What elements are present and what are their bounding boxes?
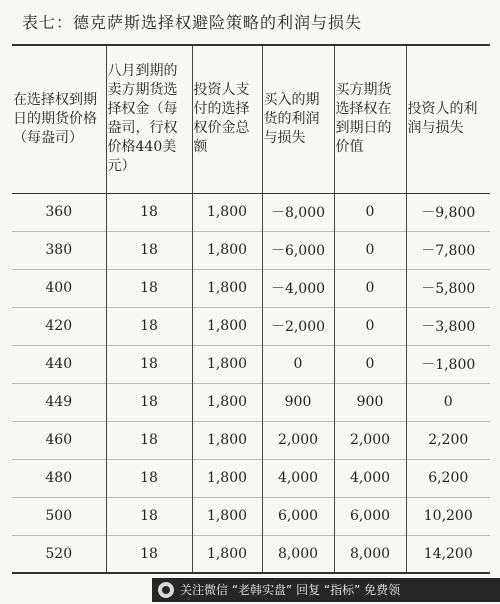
cell-futures-price: 460 (12, 421, 106, 459)
table-row (12, 231, 490, 269)
cell-put-option-premium: 18 (106, 383, 192, 421)
cell-total-premium-paid: 1,800 (192, 459, 262, 497)
cell-option-value-at-expiry: 8,000 (334, 535, 406, 573)
cell-futures-price: 400 (12, 269, 106, 307)
cell-total-premium-paid: 1,800 (192, 345, 262, 383)
table-row (12, 383, 490, 421)
cell-futures-profit-loss: 900 (262, 383, 334, 421)
cell-investor-profit-loss: 2,200 (406, 421, 490, 459)
cell-futures-profit-loss: －2,000 (262, 307, 334, 345)
cell-put-option-premium: 18 (106, 459, 192, 497)
cell-put-option-premium: 18 (106, 345, 192, 383)
wechat-icon (158, 582, 174, 598)
table-row (12, 345, 490, 383)
cell-put-option-premium: 18 (106, 231, 192, 269)
cell-put-option-premium: 18 (106, 421, 192, 459)
cell-option-value-at-expiry: 2,000 (334, 421, 406, 459)
cell-total-premium-paid: 1,800 (192, 421, 262, 459)
cell-futures-profit-loss: 0 (262, 345, 334, 383)
cell-futures-price: 440 (12, 345, 106, 383)
cell-futures-price: 380 (12, 231, 106, 269)
profit-loss-table (12, 44, 490, 574)
cell-option-value-at-expiry: 0 (334, 307, 406, 345)
cell-futures-price: 480 (12, 459, 106, 497)
cell-investor-profit-loss: －5,800 (406, 269, 490, 307)
table-row (12, 307, 490, 345)
cell-futures-profit-loss: 4,000 (262, 459, 334, 497)
table-header (12, 45, 490, 193)
cell-investor-profit-loss: 14,200 (406, 535, 490, 573)
cell-investor-profit-loss: －3,800 (406, 307, 490, 345)
cell-total-premium-paid: 1,800 (192, 269, 262, 307)
cell-option-value-at-expiry: 4,000 (334, 459, 406, 497)
cell-investor-profit-loss: －7,800 (406, 231, 490, 269)
cell-investor-profit-loss: 6,200 (406, 459, 490, 497)
cell-total-premium-paid: 1,800 (192, 383, 262, 421)
cell-futures-profit-loss: 8,000 (262, 535, 334, 573)
cell-total-premium-paid: 1,800 (192, 535, 262, 573)
table-row (12, 535, 490, 573)
cell-put-option-premium: 18 (106, 269, 192, 307)
cell-option-value-at-expiry: 6,000 (334, 497, 406, 535)
cell-option-value-at-expiry: 0 (334, 193, 406, 231)
cell-put-option-premium: 18 (106, 307, 192, 345)
cell-investor-profit-loss: －9,800 (406, 193, 490, 231)
watermark-text: 关注微信 “老韩实盘” 回复 “指标” 免费领 (180, 583, 401, 597)
cell-investor-profit-loss: 0 (406, 383, 490, 421)
cell-investor-profit-loss: －1,800 (406, 345, 490, 383)
table-body (12, 193, 490, 573)
header-futures-profit-loss: 买入的期货的利润与损失 (262, 45, 334, 193)
cell-option-value-at-expiry: 0 (334, 269, 406, 307)
header-total-premium-paid: 投资人支付的选择权价金总额 (192, 45, 262, 193)
header-put-option-premium: 八月到期的卖方期货选择权金（每盎司，行权价格440美元） (106, 45, 192, 193)
cell-futures-profit-loss: －6,000 (262, 231, 334, 269)
cell-option-value-at-expiry: 0 (334, 345, 406, 383)
cell-put-option-premium: 18 (106, 193, 192, 231)
header-futures-price: 在选择权到期日的期货价格（每盎司） (12, 45, 106, 193)
table-title: 表七：德克萨斯选择权避险策略的利润与损失 (22, 13, 363, 32)
table-row (12, 497, 490, 535)
cell-total-premium-paid: 1,800 (192, 231, 262, 269)
watermark-banner (152, 578, 500, 602)
cell-total-premium-paid: 1,800 (192, 193, 262, 231)
table-row (12, 459, 490, 497)
cell-option-value-at-expiry: 900 (334, 383, 406, 421)
cell-option-value-at-expiry: 0 (334, 231, 406, 269)
cell-futures-price: 500 (12, 497, 106, 535)
cell-total-premium-paid: 1,800 (192, 497, 262, 535)
cell-futures-profit-loss: －8,000 (262, 193, 334, 231)
header-option-value-at-expiry: 买方期货选择权在到期日的价值 (334, 45, 406, 193)
header-investor-profit-loss: 投资人的利润与损失 (406, 45, 490, 193)
cell-futures-price: 449 (12, 383, 106, 421)
cell-futures-profit-loss: 6,000 (262, 497, 334, 535)
cell-futures-profit-loss: 2,000 (262, 421, 334, 459)
cell-investor-profit-loss: 10,200 (406, 497, 490, 535)
cell-futures-price: 420 (12, 307, 106, 345)
cell-futures-profit-loss: －4,000 (262, 269, 334, 307)
cell-futures-price: 360 (45, 204, 73, 220)
cell-put-option-premium: 18 (106, 535, 192, 573)
table-row (12, 193, 490, 231)
table-row (12, 421, 490, 459)
table-row (12, 269, 490, 307)
cell-total-premium-paid: 1,800 (192, 307, 262, 345)
cell-futures-price: 520 (12, 535, 106, 573)
cell-put-option-premium: 18 (106, 497, 192, 535)
